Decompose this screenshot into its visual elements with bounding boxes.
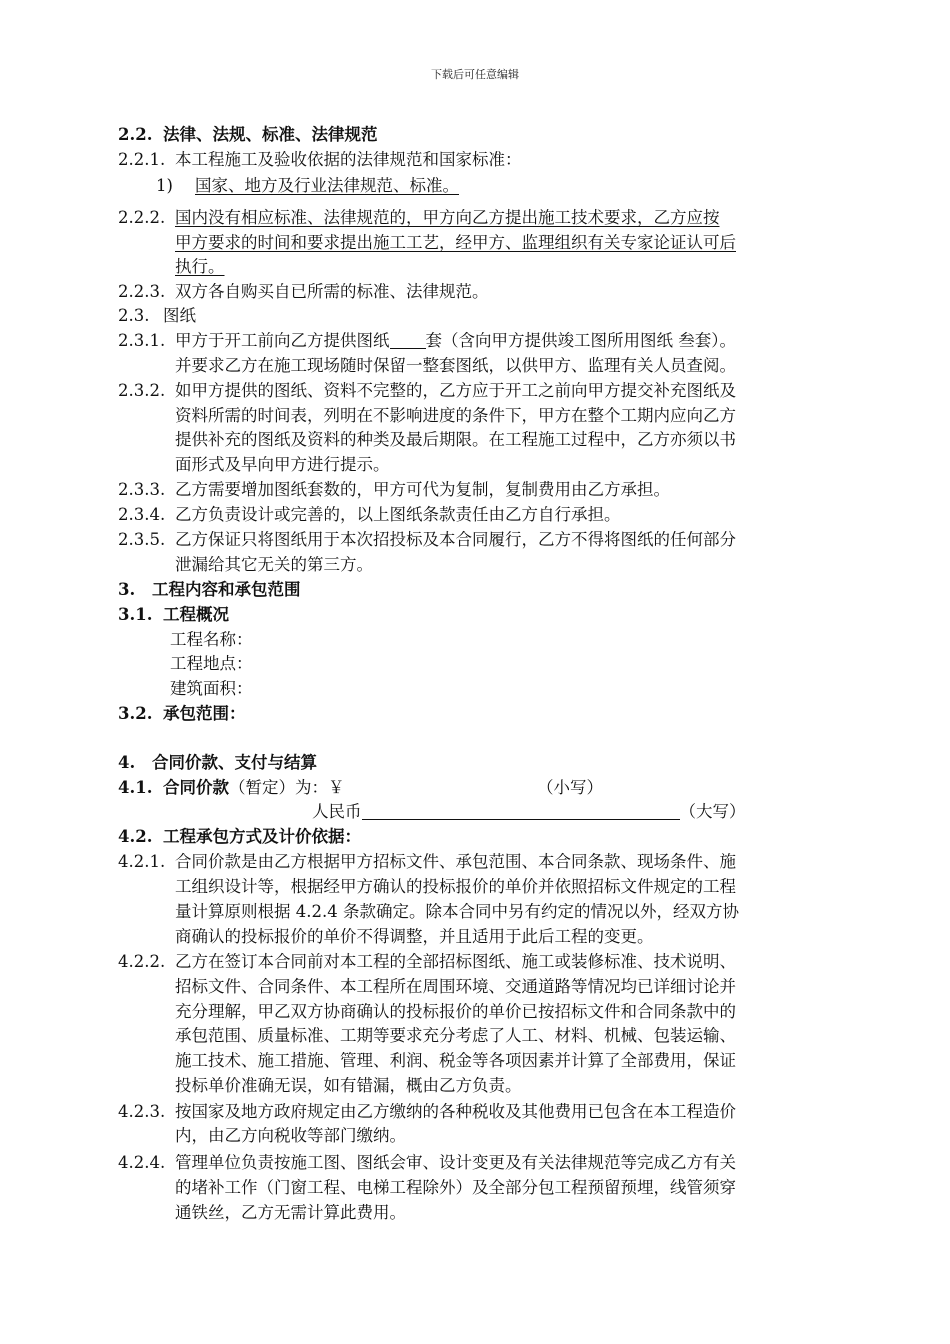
amount-uppercase-blank	[362, 801, 680, 820]
price-prefix: （暂定）为：￥	[229, 778, 345, 797]
project-location-field: 工程地点：	[170, 654, 253, 673]
clause-text-line: 资料所需的时间表，列明在不影响进度的条件下，甲方在整个工期内应向乙方	[175, 406, 736, 425]
clause-number: 2.2.1.	[118, 150, 166, 169]
section-4-heading	[118, 751, 317, 776]
section-number: 4.	[118, 753, 136, 772]
section-title: 承包范围：	[163, 704, 246, 723]
clause-text: 双方各自购买自已所需的标准、法律规范。	[175, 282, 489, 301]
clause-number: 4.2.4.	[118, 1153, 166, 1172]
clause-text-line: 的堵补工作（门窗工程、电梯工程除外）及全部分包工程预留预埋，线管须穿	[175, 1178, 736, 1197]
section-number: 2.3.	[118, 306, 150, 325]
clause-text: 乙方需要增加图纸套数的，甲方可代为复制，复制费用由乙方承担。	[175, 480, 670, 499]
clause-text-line: 泄漏给其它无关的第三方。	[175, 555, 373, 574]
clause-text-line: 甲方要求的时间和要求提出施工工艺，经甲方、监理组织有关专家论证认可后	[175, 233, 736, 252]
clause-text-line: 承包范围、质量标准、工期等要求充分考虑了人工、材料、机械、包装运输、	[175, 1026, 736, 1045]
clause-number: 2.3.5.	[118, 530, 166, 549]
clause-text-line: 充分理解，甲乙双方协商确认的投标报价的单价已按招标文件和合同条款中的	[175, 1002, 736, 1021]
section-number: 3.2.	[118, 704, 153, 723]
amount-lowercase-label: （小写）	[537, 778, 603, 797]
clause-text-line: 乙方在签订本合同前对本工程的全部招标图纸、施工或装修标准、技术说明、	[175, 952, 736, 971]
section-number: 4.2.	[118, 827, 153, 846]
clause-text: 甲方于开工前向乙方提供图纸	[175, 331, 390, 350]
section-title: 图纸	[163, 306, 196, 325]
clause-text-line: 提供补充的图纸及资料的种类及最后期限。在工程施工过程中，乙方亦须以书	[175, 430, 736, 449]
clause-number: 4.2.2.	[118, 952, 166, 971]
clause-text-line: 执行。	[175, 257, 225, 276]
section-title: 合同价款	[163, 778, 229, 797]
clause-2-3-2	[118, 379, 736, 404]
copies-blank	[390, 330, 426, 349]
section-4-2-heading	[118, 825, 361, 850]
clause-4-2-2	[118, 950, 736, 975]
clause-number: 2.3.4.	[118, 505, 166, 524]
item-number: 1)	[156, 176, 173, 195]
clause-number: 2.2.3.	[118, 282, 166, 301]
section-3-2-heading	[118, 702, 246, 727]
clause-2-3-5	[118, 528, 736, 553]
item-text: 国家、地方及行业法律规范、标准。	[195, 176, 459, 195]
clause-text-line: 国内没有相应标准、法律规范的，甲方向乙方提出施工技术要求，乙方应按	[175, 208, 720, 227]
clause-2-2-3	[118, 280, 489, 305]
clause-2-3-1	[118, 329, 736, 354]
page-header: 下载后可任意编辑	[431, 68, 519, 81]
clause-text-line: 招标文件、合同条件、本工程所在周围环境、交通道路等情况均已详细讨论并	[175, 977, 736, 996]
section-number: 3.1.	[118, 605, 153, 624]
section-2-3-heading	[118, 304, 196, 329]
clause-text: 套（含向甲方提供竣工图所用图纸 叁套）。	[425, 331, 736, 350]
project-name-field: 工程名称：	[170, 630, 253, 649]
section-number: 3.	[118, 580, 136, 599]
clause-4-2-3	[118, 1100, 736, 1125]
clause-number: 2.2.2.	[118, 208, 166, 227]
clause-number: 4.2.1.	[118, 852, 166, 871]
clause-2-2-2	[118, 206, 720, 231]
clause-text-line: 量计算原则根据 4.2.4 条款确定。除本合同中另有约定的情况以外，经双方协	[175, 902, 739, 921]
clause-4-2-4	[118, 1151, 736, 1176]
clause-text-line: 商确认的投标报价的单价不得调整，并且适用于此后工程的变更。	[175, 927, 654, 946]
section-title: 合同价款、支付与结算	[152, 753, 317, 772]
section-4-1-heading	[118, 776, 345, 801]
clause-text-line: 施工技术、施工措施、管理、利润、税金等各项因素并计算了全部费用，保证	[175, 1051, 736, 1070]
clause-number: 2.3.2.	[118, 381, 166, 400]
clause-text-line: 乙方保证只将图纸用于本次招投标及本合同履行，乙方不得将图纸的任何部分	[175, 530, 736, 549]
clause-number: 2.3.1.	[118, 331, 166, 350]
clause-2-3-4	[118, 503, 621, 528]
section-title: 工程内容和承包范围	[152, 580, 301, 599]
clause-text-line: 按国家及地方政府规定由乙方缴纳的各种税收及其他费用已包含在本工程造价	[175, 1102, 736, 1121]
section-title: 法律、法规、标准、法律规范	[163, 125, 378, 144]
amount-uppercase-row	[312, 800, 746, 825]
clause-text-line: 管理单位负责按施工图、图纸会审、设计变更及有关法律规范等完成乙方有关	[175, 1153, 736, 1172]
section-title: 工程承包方式及计价依据：	[163, 827, 361, 846]
clause-text-line: 如甲方提供的图纸、资料不完整的，乙方应于开工之前向甲方提交补充图纸及	[175, 381, 736, 400]
clause-number: 2.3.3.	[118, 480, 166, 499]
clause-text-line: 并要求乙方在施工现场随时保留一整套图纸，以供甲方、监理有关人员查阅。	[175, 356, 736, 375]
clause-number: 4.2.3.	[118, 1102, 166, 1121]
clause-text-line: 面形式及早向甲方进行提示。	[175, 455, 390, 474]
clause-text-line: 通铁丝，乙方无需计算此费用。	[175, 1203, 406, 1222]
rmb-label: 人民币	[312, 802, 362, 821]
section-title: 工程概况	[163, 605, 229, 624]
clause-text-line: 工组织设计等，根据经甲方确认的投标报价的单价并依照招标文件规定的工程	[175, 877, 736, 896]
building-area-field: 建筑面积：	[170, 679, 253, 698]
section-number: 4.1.	[118, 778, 153, 797]
clause-text-line: 投标单价准确无误，如有错漏，概由乙方负责。	[175, 1076, 522, 1095]
clause-2-3-3	[118, 478, 670, 503]
clause-4-2-1	[118, 850, 736, 875]
clause-text-line: 合同价款是由乙方根据甲方招标文件、承包范围、本合同条款、现场条件、施	[175, 852, 736, 871]
clause-2-2-1-item-1	[156, 174, 459, 199]
clause-text-line: 内，由乙方向税收等部门缴纳。	[175, 1126, 406, 1145]
section-2-2-heading	[118, 123, 378, 148]
amount-uppercase-label: （大写）	[679, 802, 746, 821]
section-number: 2.2.	[118, 125, 153, 144]
section-3-1-heading	[118, 603, 229, 628]
clause-2-2-1	[118, 148, 522, 173]
clause-text: 乙方负责设计或完善的，以上图纸条款责任由乙方自行承担。	[175, 505, 621, 524]
clause-text: 本工程施工及验收依据的法律规范和国家标准：	[175, 150, 522, 169]
section-3-heading	[118, 578, 301, 603]
